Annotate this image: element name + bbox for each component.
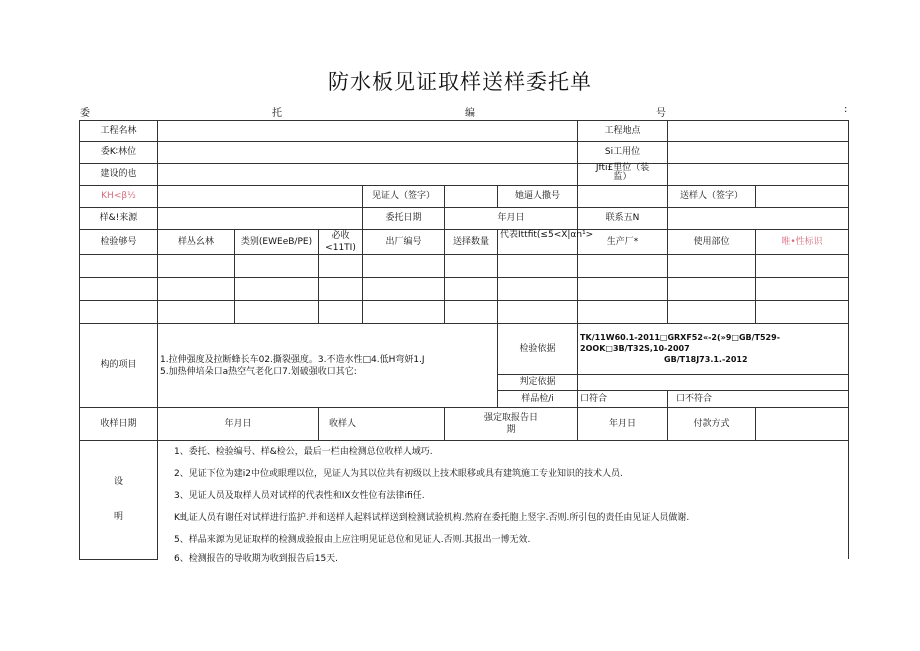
test-items-line2: 5.加热伸培朵口a热空气老化口7.划破强收口其它: [160, 366, 357, 377]
contact-field[interactable] [668, 208, 849, 230]
number-label-3: 编 [465, 108, 475, 119]
table-row [80, 301, 849, 324]
test-items-label: 构的项目 [80, 324, 158, 408]
cell[interactable] [80, 255, 158, 278]
report-date-label [445, 408, 578, 441]
header-category: 类别(EWEeB/PE) [235, 230, 319, 255]
header-required-line1: 必收 [331, 231, 350, 241]
judge-field[interactable] [578, 375, 849, 391]
notes-content [158, 441, 849, 565]
basis-text [578, 324, 849, 375]
cell[interactable] [498, 255, 578, 278]
cell[interactable] [363, 278, 445, 301]
cell[interactable] [319, 278, 363, 301]
header-required [319, 230, 363, 255]
cell[interactable] [319, 255, 363, 278]
notes-label [80, 441, 158, 560]
notes-label-1: 设 [113, 477, 123, 488]
note-4: K虬证人员有谢任对试样进行监护.并和送样人起料试样送到检测试验机构.然府在委托胞上竖字.否则.所引包的责任由见证人员做谢. [174, 513, 690, 524]
header-factory-no: 出厂编号 [363, 230, 445, 255]
header-test-no: 检验够号 [80, 230, 158, 255]
builder-label: 建设的也 [80, 164, 158, 186]
commission-date-field[interactable]: 年月日 [445, 208, 578, 230]
cell[interactable] [235, 255, 319, 278]
number-label-4: 号 [656, 108, 666, 119]
cell[interactable] [668, 301, 756, 324]
header-usage: 使用部位 [668, 230, 756, 255]
header-manufacturer: 生产厂* [578, 230, 668, 255]
number-label-2: 托 [272, 108, 282, 119]
commission-date-label: 委托日期 [363, 208, 445, 230]
table-row [80, 255, 849, 278]
cell[interactable] [668, 278, 756, 301]
note-1: 1、委托、检验编号、样&检公，最后一栏由检测总位收样人域巧. [174, 447, 433, 458]
receive-date-label: 收样日期 [80, 408, 158, 441]
header-qty: 送择数量 [445, 230, 498, 255]
supervision-unit-text: Jfti£里位（装 [595, 163, 650, 173]
note-2: 2、见证下位为建i2中位或眼理以位，见证人为其以位共有初级以上技术眼移或具有建筑施工专业知识的技术人员. [174, 469, 623, 480]
sample-source-field[interactable] [158, 208, 363, 230]
sampler-label: 她逼人撒号 [498, 186, 578, 208]
payment-label: 付款方式 [668, 408, 756, 441]
project-site-label: 工程地点 [578, 121, 668, 142]
report-date-line1: 强定取报告日 [484, 413, 539, 424]
sample-not-ok-checkbox[interactable]: 口不符合 [668, 391, 849, 408]
cell[interactable] [445, 255, 498, 278]
client-unit-label: 委K∶林位 [80, 142, 158, 164]
basis-line3: GB/T18J73.1.-2012 [664, 354, 748, 364]
cell[interactable] [756, 278, 849, 301]
builder-field[interactable] [158, 164, 578, 186]
witness-person-label: 见证人（签字） [363, 186, 445, 208]
judge-label: 判定依据 [498, 375, 578, 391]
form-title: 防水板见证取样送样委托单 [328, 70, 592, 94]
note-3: 3、见证人员及取样人员对试样的代表性和IX女性位有法律ifi任. [174, 491, 425, 502]
report-date-line2: 期 [506, 425, 516, 436]
cell[interactable] [756, 255, 849, 278]
sample-ok-checkbox[interactable]: 口符合 [578, 391, 668, 408]
receiver-label: 收样人 [319, 408, 445, 441]
sender-label: 送样人（签字） [668, 186, 756, 208]
cell[interactable] [756, 301, 849, 324]
sampler-field[interactable] [578, 186, 668, 208]
witness-unit-label: KH<β½ [80, 186, 158, 208]
cell[interactable] [445, 301, 498, 324]
supervision-unit-field[interactable] [668, 164, 849, 186]
cell[interactable] [578, 278, 668, 301]
cell[interactable] [498, 278, 578, 301]
header-sample-name: 样丛幺林 [158, 230, 235, 255]
number-label-5: : [844, 104, 848, 115]
notes-label-2: 明 [113, 512, 123, 523]
sample-source-label: 样&!来源 [80, 208, 158, 230]
client-unit-field[interactable] [158, 142, 578, 164]
sample-check-label: 样品检/i [498, 391, 578, 408]
basis-line2: 2OOK□3B/T32S,10-2007 [580, 343, 690, 353]
note-6: 6、检测报告的导收期为收到报告后15天. [174, 554, 339, 565]
header-required-line2: <11TI) [325, 243, 356, 254]
test-items-text [158, 324, 498, 408]
project-name-field[interactable] [158, 121, 578, 142]
receive-date-field[interactable]: 年月日 [158, 408, 319, 441]
basis-label: 检验依据 [498, 324, 578, 375]
supervision-unit-label [578, 164, 668, 186]
cell[interactable] [158, 255, 235, 278]
basis-line1: TK/11W60.1-2011□GRXF52«-2(»9□GB/T529- [580, 333, 781, 343]
witness-unit-field[interactable] [158, 186, 363, 208]
cell[interactable] [578, 255, 668, 278]
number-label-1: 委 [80, 108, 90, 119]
cell[interactable] [235, 278, 319, 301]
test-items-line1: 1.拉伸强度及拉断蜂长车02.撕裂强度。3.不造水性□4.低H弯妍1.J [160, 354, 425, 365]
witness-person-field[interactable] [445, 186, 498, 208]
cell[interactable] [319, 301, 363, 324]
cell[interactable] [80, 278, 158, 301]
cell[interactable] [498, 301, 578, 324]
cell[interactable] [158, 301, 235, 324]
cell[interactable] [445, 278, 498, 301]
project-site-field[interactable] [668, 121, 849, 142]
cell[interactable] [80, 301, 158, 324]
sender-field[interactable] [756, 186, 849, 208]
header-represent: 代表Ittfit(≤5<X|αn¹> [498, 230, 578, 255]
contact-label: 联系五N [578, 208, 668, 230]
cell[interactable] [158, 278, 235, 301]
header-mark: 唯•性标识 [756, 230, 849, 255]
cell[interactable] [235, 301, 319, 324]
note-5: 5、样品来源为见证取样的检测成验报由上应注明见证总位和见证人.否则.其报出一博无效. [174, 535, 531, 546]
construction-unit-label: Si工用位 [578, 142, 668, 164]
supervision-unit-cont: 监） [613, 172, 632, 183]
cell[interactable] [578, 301, 668, 324]
cell[interactable] [363, 301, 445, 324]
commission-number-row [80, 104, 848, 120]
cell[interactable] [363, 255, 445, 278]
report-date-field[interactable]: 年月日 [578, 408, 668, 441]
table-row [80, 278, 849, 301]
payment-field[interactable] [756, 408, 849, 441]
construction-unit-field[interactable] [668, 142, 849, 164]
project-name-label: 工程名林 [80, 121, 158, 142]
cell[interactable] [668, 255, 756, 278]
commission-form-table [79, 120, 849, 565]
